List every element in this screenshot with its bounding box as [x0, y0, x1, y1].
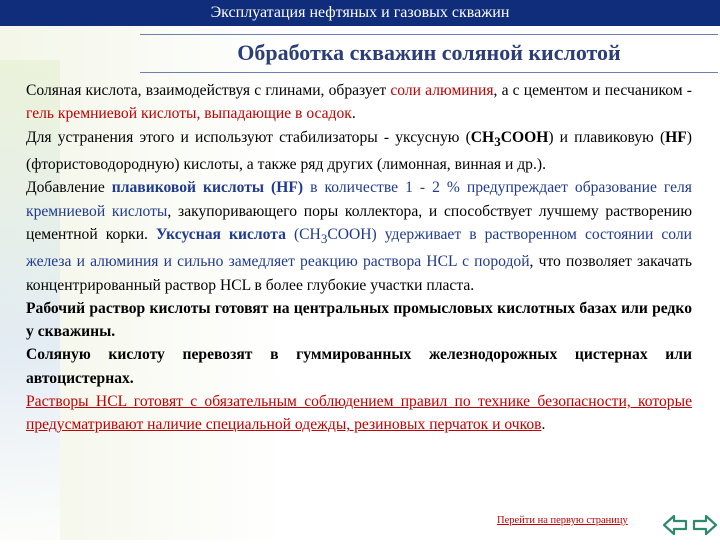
paragraph-1: Соляная кислота, взаимодействуя с глинами, образует соли алюминия, а с цементом и песчаником - гель кремниевой кислоты, выпадающие в осадок.: [26, 82, 692, 123]
paragraph-3: Добавление плавиковой кислоты (HF) в количестве 1 - 2 % предупреждает образование геля кремниевой кислоты, закупоривающего поры коллектора, и способствует лучшему растворению цементной корки. Уксусная кислота $(CH_3COOH)$ удерживает в растворенном состоянии соли железа и алюминия и сильно замедляет реакцию раствора HCL с породой, что позволяет закачать концентрированный раствор HCL в более глубокие участки пласта.: [26, 179, 693, 294]
paragraph-6: Растворы HCL готовят с обязательным соблюдением правил по технике безопасности, которые предусматривают наличие специальной одежды, резиновых перчаток и очков.: [26, 393, 692, 434]
header-divider: [140, 34, 718, 35]
first-page-link[interactable]: Перейти на первую страницу: [497, 515, 628, 526]
forward-arrow-icon[interactable]: [694, 516, 716, 534]
back-arrow-icon[interactable]: [664, 516, 686, 534]
header-bar-title: Эксплуатация нефтяных и газовых скважин: [210, 4, 510, 21]
title-divider: [140, 72, 718, 73]
paragraph-4: Рабочий раствор кислоты готовят на центральных промысловых кислотных базах или редко у скважины.: [26, 299, 692, 341]
content-text: [26, 79, 692, 437]
paragraph-2: Для устранения этого и используют стабилизаторы - уксусную $(CH_3COOH)$ и плавиковую (HF) (фтористоводородную) кислоты, а также ряд других (лимонная, винная и др.).: [26, 128, 692, 173]
slide-title: Обработка скважин соляной кислотой: [237, 40, 621, 65]
navigation-arrows: [660, 510, 720, 540]
paragraph-5: Соляную кислоту перевозят в гуммированных железнодорожных цистернах или автоцистернах.: [26, 346, 692, 387]
header-bar: [0, 0, 720, 26]
